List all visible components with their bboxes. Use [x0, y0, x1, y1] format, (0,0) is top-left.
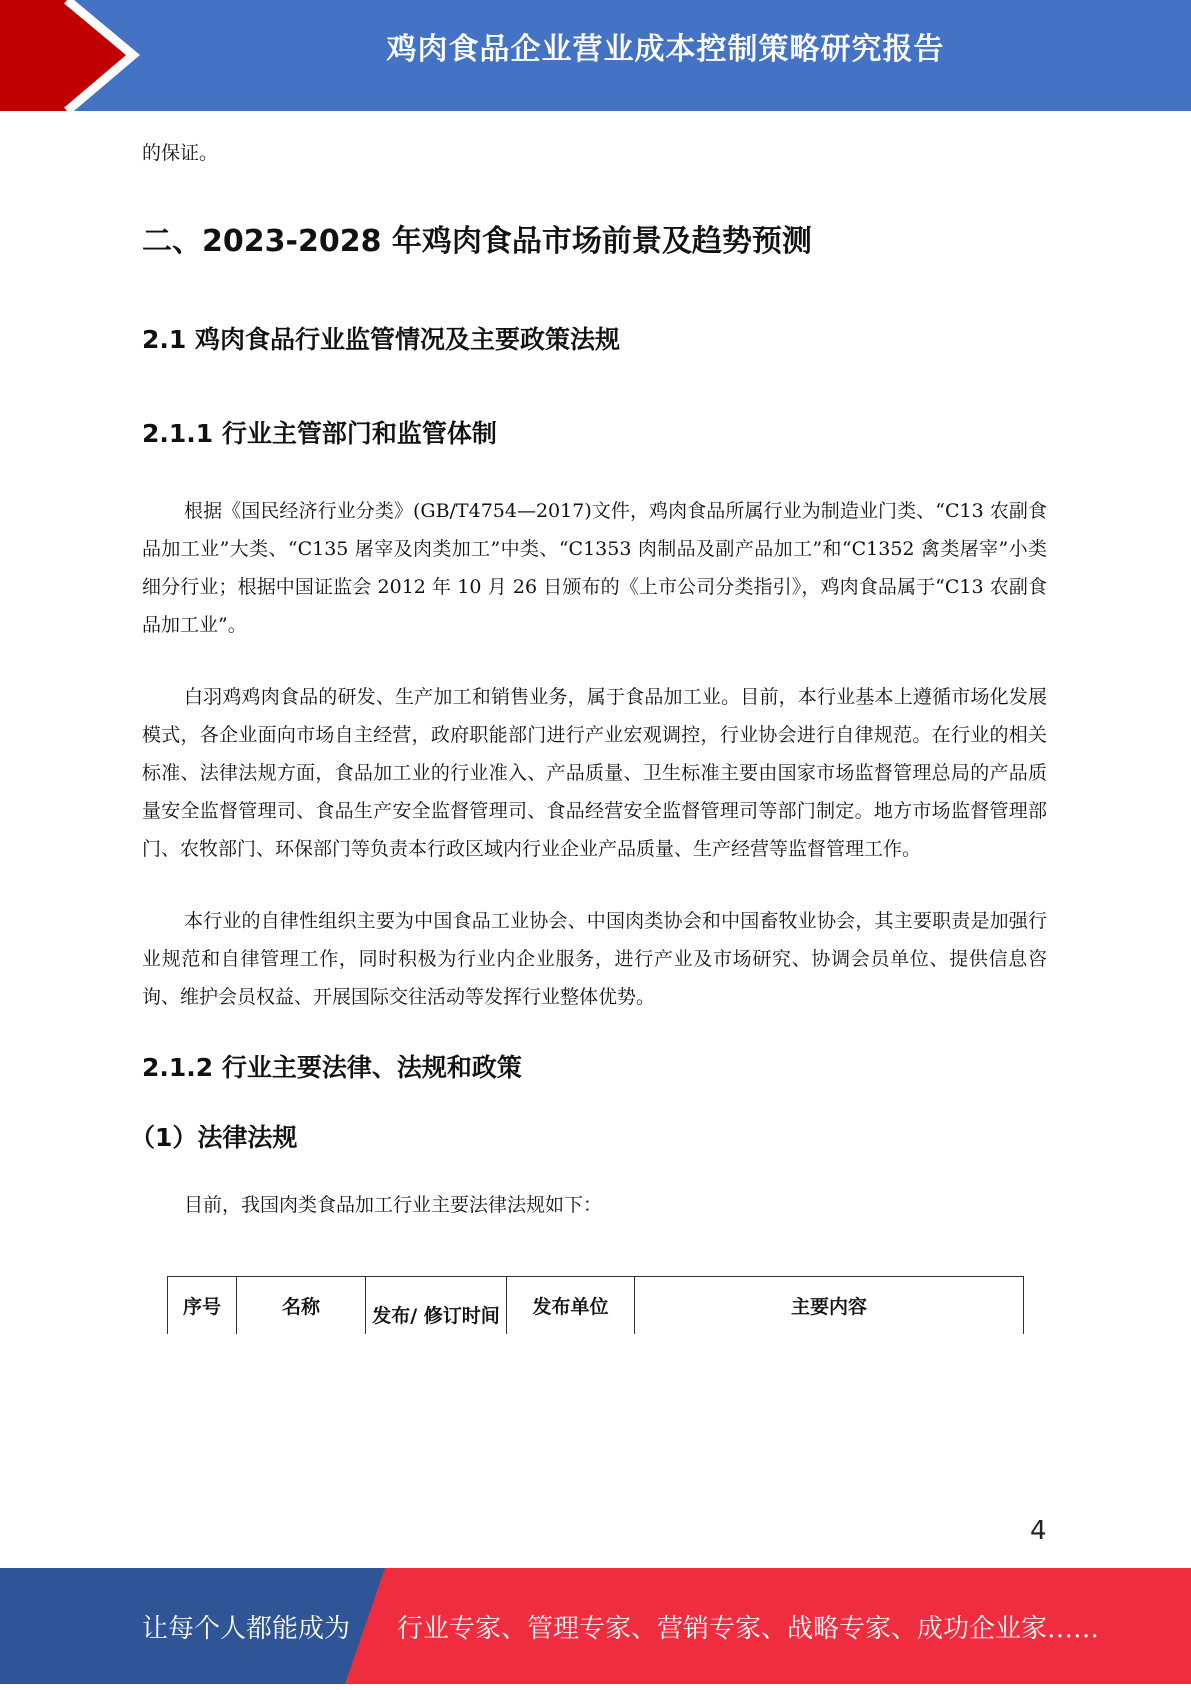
- paragraph-regulatory-system: 白羽鸡鸡肉食品的研发、生产加工和销售业务，属于食品加工业。目前，本行业基本上遵循市场化发展模式，各企业面向市场自主经营，政府职能部门进行产业宏观调控，行业协会进行自律规范。在行业的相关标准、法律法规方面，食品加工业的行业准入、产品质量、卫生标准主要由国家市场监督管理总局的产品质量安全监督管理司、食品生产安全监督管理司、食品经营安全监督管理司等部门制定。地方市场监督管理部门、农牧部门、环保部门等负责本行政区域内行业企业产品质量、生产经营等监督管理工作。: [142, 686, 1047, 860]
- page-number: 4: [1030, 1516, 1047, 1546]
- continuation-text: 的保证。: [142, 142, 219, 164]
- report-title: 鸡肉食品企业营业成本控制策略研究报告: [386, 32, 945, 67]
- subsection-heading-regulation: 2.1.1 行业主管部门和监管体制: [142, 419, 497, 448]
- header-arrow-decoration: [0, 0, 160, 111]
- paragraph-industry-classification: 根据《国民经济行业分类》(GB/T4754—2017)文件，鸡肉食品所属行业为制造业门类、“C13 农副食品加工业”大类、“C135 屠宰及肉类加工”中类、“C1353 肉制品及副产品加工”和“C1352 禽类屠宰”小类细分行业；根据中国证监会 2012 年 10 月 26 日颁布的《上市公司分类指引》，鸡肉食品属于“C13 农副食品加工业”。: [142, 500, 1047, 636]
- section-heading: 2.1 鸡肉食品行业监管情况及主要政策法规: [142, 325, 620, 354]
- table-header-name: 名称: [237, 1277, 366, 1334]
- chapter-heading: 二、2023-2028 年鸡肉食品市场前景及趋势预测: [142, 224, 812, 259]
- laws-intro-text: 目前，我国肉类食品加工行业主要法律法规如下：: [184, 1194, 603, 1216]
- footer-slogan-left: 让每个人都能成为: [142, 1614, 351, 1644]
- table-header-issuer: 发布单位: [507, 1277, 635, 1334]
- table-header-content: 主要内容: [790, 1296, 867, 1318]
- main-content: [130, 120, 1047, 1224]
- laws-table-header: [167, 1276, 1024, 1334]
- paragraph-self-regulatory-orgs: 本行业的自律性组织主要为中国食品工业协会、中国肉类协会和中国畜牧业协会，其主要职责是加强行业规范和自律管理工作，同时积极为行业内企业服务，进行产业及市场研究、协调会员单位、提供信息咨询、维护会员权益、开展国际交往活动等发挥行业整体优势。: [142, 910, 1047, 1008]
- sub-item-heading-laws: （1）法律法规: [130, 1123, 298, 1152]
- subsection-heading-laws: 2.1.2 行业主要法律、法规和政策: [142, 1053, 522, 1082]
- page-header: [0, 0, 1191, 111]
- table-header-date: 发布/ 修订时间: [366, 1277, 507, 1334]
- page-footer: [0, 1568, 1191, 1684]
- footer-slogan-right: 行业专家、管理专家、营销专家、战略专家、成功企业家……: [397, 1614, 1100, 1644]
- table-header-index: 序号: [168, 1277, 237, 1334]
